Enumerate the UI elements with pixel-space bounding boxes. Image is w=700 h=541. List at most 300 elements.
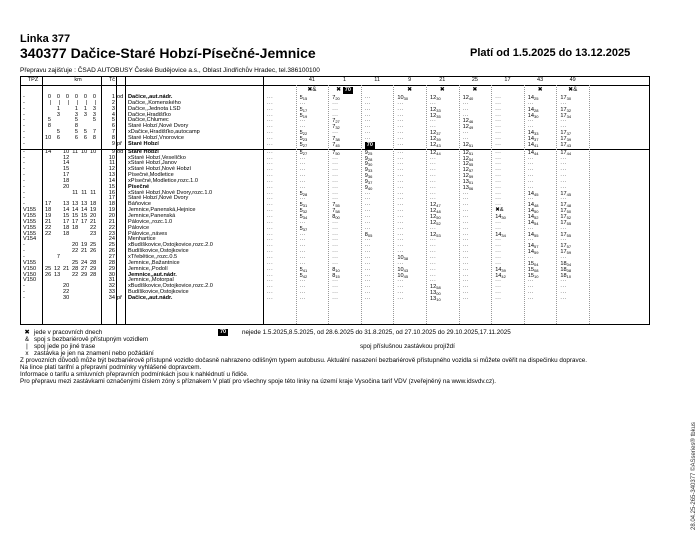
trip-symbol-text: ✖ [336, 87, 343, 93]
legend-text: jede v pracovních dnech [34, 329, 103, 336]
departure-time: 1459 [527, 249, 539, 256]
km-value: 13 [54, 271, 61, 278]
legend-text: spoj jede po jiné trase [34, 343, 96, 350]
departure-time: 522 [299, 130, 308, 137]
departure-time: ... [462, 224, 469, 231]
legend-symbol: & [24, 336, 30, 343]
departure-time: ... [495, 253, 502, 260]
line-label: Linka 377 [20, 33, 71, 45]
km-value: 28 [90, 259, 97, 266]
tpz-zone: - [23, 129, 25, 136]
legend-symbol: x [25, 350, 29, 357]
departure-time: 1230 [430, 95, 441, 101]
km-value: 28 [72, 265, 79, 272]
stop-index: 28 [108, 259, 115, 266]
departure-time: 1745 [560, 190, 572, 197]
departure-time: ... [397, 259, 404, 266]
km-value: 18 [45, 207, 52, 214]
departure-time: ... [430, 236, 437, 243]
km-value: 13 [81, 201, 88, 208]
km-value: 29 [90, 265, 97, 272]
trip-column-divider [491, 85, 492, 324]
departure-time: 1739 [560, 135, 572, 142]
departure-minutes: 30 [534, 113, 539, 119]
departure-time: 1508 [527, 266, 539, 273]
km-value: 14 [72, 207, 79, 214]
departure-time: 1744 [560, 149, 572, 156]
trip-column-divider [393, 85, 394, 324]
departure-time: 1251 [462, 141, 474, 148]
stop-index: 10 [108, 154, 115, 161]
departure-time: ... [299, 123, 306, 130]
departure-time: ... [397, 154, 404, 161]
km-value: 18 [72, 224, 79, 231]
departure-time: ... [462, 230, 469, 237]
departure-minutes: 33 [367, 168, 373, 174]
departure-time: 1448 [527, 202, 539, 209]
departure-time: ... [364, 259, 371, 266]
departure-minutes: 30 [566, 96, 572, 101]
stop-index: 18 [108, 201, 115, 208]
stop-index: 20 [108, 213, 115, 219]
departure-minutes: 48 [436, 209, 441, 215]
departure-time: ... [332, 289, 339, 296]
trip-column-divider [459, 85, 460, 324]
trip-symbol: ✖ [439, 87, 445, 93]
departure-time: 1510 [527, 272, 539, 279]
departure-time: ... [364, 271, 371, 278]
tpz-zone: - [23, 134, 25, 141]
departure-time: ... [560, 224, 567, 231]
departure-time: 1239 [430, 135, 441, 142]
km-value: 14 [81, 207, 88, 214]
departure-minutes: 52 [534, 215, 539, 220]
departure-time: 1251 [462, 149, 474, 156]
departure-minutes: 59 [534, 250, 539, 256]
km-value: 13 [72, 201, 79, 208]
departure-time: ... [560, 117, 567, 124]
tpz-zone: V155 [23, 213, 37, 219]
departure-time: ... [397, 183, 404, 190]
departure-time: ... [299, 183, 306, 190]
km-value: 20 [63, 183, 70, 190]
restriction-box-70: 70 [344, 87, 351, 93]
arrival-departure-flag: od [117, 148, 124, 155]
km-value: 15 [72, 213, 79, 219]
trip-symbol: ✖& [307, 87, 317, 93]
km-value: 25 [45, 265, 52, 272]
departure-time: ... [267, 172, 274, 179]
departure-time: ... [495, 218, 502, 225]
departure-time: ... [527, 294, 534, 301]
departure-time: ... [495, 242, 502, 249]
departure-time: ... [397, 224, 404, 231]
departure-time: ... [332, 248, 339, 255]
stop-index: 2 [111, 99, 115, 106]
stop-name: Dačice,Chlumec [128, 117, 169, 124]
km-value: 3 [92, 105, 96, 112]
km-value: 22 [72, 248, 79, 255]
km-value: 6 [56, 134, 60, 141]
departure-time: ... [462, 289, 469, 296]
departure-minutes: 10 [566, 273, 572, 279]
km-value: 1 [74, 105, 78, 112]
departure-time: ... [495, 166, 502, 173]
departure-minutes: 10 [335, 267, 340, 273]
km-value: 11 [72, 189, 78, 196]
departure-time: 1755 [560, 219, 572, 226]
departure-time: ... [462, 242, 469, 249]
tpz-zone: - [23, 195, 25, 202]
trip-symbol [328, 86, 361, 94]
departure-time: 528 [299, 190, 308, 197]
departure-minutes: 47 [436, 203, 441, 209]
departure-time: ... [430, 183, 437, 190]
departure-minutes: 32 [335, 125, 340, 131]
departure-time: ... [527, 172, 534, 179]
stop-index: 5 [111, 117, 115, 124]
departure-time: ... [332, 172, 339, 179]
departure-minutes: 52 [566, 215, 572, 220]
departure-minutes: 44 [534, 150, 539, 156]
departure-time: 1248 [430, 208, 441, 215]
departure-minutes: 48 [534, 203, 539, 209]
departure-time: 815 [332, 272, 340, 279]
legend-text: zastávka je jen na znamení nebo požádání [34, 350, 154, 357]
departure-time: ... [332, 99, 339, 106]
departure-time: 1434 [495, 231, 506, 238]
stop-index: 24 [108, 236, 115, 243]
departure-time: ... [299, 117, 306, 124]
departure-time: ... [267, 242, 274, 249]
km-value: 8 [92, 134, 96, 141]
legend-symbol: | [26, 343, 28, 350]
departure-time: ... [397, 148, 404, 155]
stop-name: Jemnice,Panenská,Hejnice [128, 207, 196, 214]
departure-time: ... [560, 253, 567, 260]
stop-index: 14 [108, 177, 115, 184]
departure-minutes: 58 [335, 209, 340, 215]
departure-minutes: 33 [436, 107, 441, 113]
trip-column-divider [556, 85, 557, 324]
km-value: 25 [72, 259, 79, 266]
departure-minutes: 55 [335, 203, 340, 209]
departure-time: 527 [299, 149, 308, 156]
departure-time: ... [364, 289, 371, 296]
departure-minutes: 01 [468, 179, 474, 185]
departure-minutes: 50 [436, 215, 441, 220]
km-value: 20 [63, 283, 70, 290]
departure-time: 1030 [397, 95, 409, 101]
stop-index: 31 [108, 277, 115, 284]
tpz-zone: V155 [23, 230, 37, 237]
departure-time: 531 [299, 202, 308, 209]
departure-time: ... [397, 140, 404, 147]
departure-time: ... [527, 117, 534, 124]
departure-time: ... [462, 283, 469, 290]
km-value: | [58, 99, 60, 106]
departure-time: 758 [332, 208, 340, 215]
trip-number: 1 [342, 77, 347, 83]
departure-time: ... [430, 160, 437, 167]
departure-time: 1444 [527, 149, 539, 156]
km-value: 7 [92, 129, 96, 136]
km-value: 20 [90, 213, 97, 219]
legend-item [20, 336, 660, 343]
km-value: 8 [47, 123, 51, 130]
departure-time: 937 [364, 178, 373, 185]
departure-time: ... [397, 283, 404, 290]
departure-time: ... [267, 189, 274, 196]
km-value: 10 [63, 148, 70, 155]
stop-name: Jemnice,,aut.nádr. [128, 271, 177, 278]
departure-minutes: 25 [367, 150, 373, 156]
stop-index: 12 [108, 166, 115, 173]
departure-time: ... [299, 172, 306, 179]
departure-time: ... [495, 277, 502, 284]
departure-minutes: 39 [501, 267, 506, 273]
departure-time: 925 [364, 149, 373, 156]
departure-time: ... [299, 166, 306, 173]
departure-minutes: 59 [566, 250, 572, 256]
stop-index: 6 [111, 123, 115, 130]
departure-time: 542 [299, 272, 308, 279]
departure-minutes: 00 [436, 291, 441, 297]
departure-time: ... [332, 189, 339, 196]
departure-time: ... [332, 242, 339, 249]
departure-time: 936 [364, 173, 373, 180]
km-value: 3 [74, 111, 78, 118]
column-divider [101, 77, 102, 324]
tpz-zone: - [23, 242, 25, 249]
stop-name: Staré Hobzí,Nové Dvory [128, 195, 189, 202]
departure-time: ... [364, 201, 371, 208]
departure-time: ... [495, 289, 502, 296]
departure-time: ... [462, 129, 469, 136]
departure-time: ... [462, 99, 469, 106]
stop-index: 16 [108, 189, 115, 196]
departure-minutes: 19 [302, 113, 308, 119]
stop-index: 11 [109, 160, 115, 167]
departure-minutes: 39 [436, 136, 441, 142]
departure-time: ... [560, 277, 567, 284]
tpz-zone: - [23, 148, 25, 155]
departure-minutes: 57 [534, 244, 539, 250]
departure-time: ... [332, 105, 339, 112]
km-value: 10 [81, 148, 88, 155]
km-value: | [49, 99, 51, 106]
stop-name: xBudíškovice,Ostojkovice,rozc.2.0 [128, 242, 213, 249]
departure-minutes: 59 [468, 174, 474, 180]
departure-time: 1240 [462, 95, 474, 101]
column-header-2: Tč [108, 77, 116, 83]
column-header-0: TPZ [27, 77, 39, 83]
tpz-zone: - [23, 177, 25, 184]
departure-minutes: 15 [335, 273, 340, 279]
departure-time: 1045 [397, 272, 409, 279]
km-value: 21 [45, 218, 52, 225]
stop-index: 27 [108, 253, 115, 260]
km-value: 17 [45, 201, 52, 208]
departure-time: 1437 [527, 135, 539, 142]
departure-time: ... [267, 218, 274, 225]
tpz-zone: - [23, 283, 25, 290]
stop-index: 29 [108, 265, 115, 272]
departure-time: ... [430, 154, 437, 161]
legend-item [20, 343, 660, 350]
operator-text: Přepravu zajišťuje : ČSAD AUTOBUSY České Budějovice a.s., Oblast Jindřichův Hradec, tel.386100100 [20, 67, 320, 74]
departure-time: 541 [299, 266, 308, 273]
tpz-zone: V150 [23, 277, 37, 284]
departure-minutes: 49 [468, 125, 474, 131]
departure-minutes: 35 [436, 113, 441, 119]
stop-name: Staré Hobzí [128, 148, 159, 155]
km-value: 5 [92, 117, 96, 124]
departure-minutes: 42 [302, 273, 308, 279]
column-header-1: km [74, 77, 82, 83]
departure-time: 1752 [560, 214, 572, 220]
km-value: 21 [81, 248, 88, 255]
departure-time: 1730 [560, 95, 572, 101]
departure-minutes: 48 [566, 203, 572, 209]
departure-time: ... [495, 123, 502, 130]
arrival-departure-flag: př [117, 294, 122, 301]
departure-time: 1750 [560, 208, 572, 215]
departure-time: ... [397, 123, 404, 130]
km-value: 21 [90, 218, 97, 225]
departure-minutes: 25 [534, 96, 539, 101]
departure-minutes: 42 [501, 273, 506, 279]
print-stamp-text: 28.04.25-265-340377 ©ASseries® tbkus [691, 422, 697, 530]
stop-index: 8 [111, 134, 115, 141]
departure-time: ... [527, 289, 534, 296]
departure-time: ... [527, 253, 534, 260]
departure-time: ... [527, 99, 534, 106]
km-value: 0 [65, 94, 69, 100]
departure-time: 532 [299, 208, 308, 215]
departure-time: ... [495, 154, 502, 161]
km-value: 12 [54, 265, 61, 272]
departure-time: ... [267, 289, 274, 296]
departure-minutes: 08 [534, 267, 539, 273]
restriction-note: nejede 1.5.2025,8.5.2025, od 28.6.2025 do 31.8.2025, od 27.10.2025 do 29.10.2025,17.11.2025 [242, 329, 511, 336]
departure-time: ... [495, 117, 502, 124]
km-value: 3 [83, 111, 87, 118]
km-value: 22 [72, 271, 79, 278]
tpz-zone: - [23, 248, 25, 255]
departure-time: ... [397, 134, 404, 141]
departure-time: 1254 [462, 155, 474, 162]
km-value: 15 [81, 213, 88, 219]
departure-minutes: 06 [468, 185, 474, 191]
stop-name: Dačice,,aut.nádr. [128, 294, 173, 301]
departure-minutes: 41 [534, 142, 539, 148]
departure-time: 1255 [462, 161, 474, 168]
departure-time: ... [527, 166, 534, 173]
departure-time: ... [462, 294, 469, 301]
tpz-zone: - [23, 166, 25, 173]
departure-time: ... [267, 154, 274, 161]
departure-time: ... [267, 148, 274, 155]
departure-minutes: 30 [403, 96, 409, 101]
departure-minutes: 37 [534, 136, 539, 142]
departure-time: 1457 [527, 243, 539, 250]
departure-time: 1804 [560, 260, 572, 267]
departure-time: ... [462, 253, 469, 260]
trip-symbol: ✖& [568, 87, 578, 93]
departure-minutes: 45 [335, 142, 340, 148]
departure-time: ... [462, 201, 469, 208]
departure-minutes: 28 [367, 156, 373, 162]
departure-minutes: 51 [468, 150, 474, 156]
departure-time: 1743 [560, 141, 572, 148]
departure-time: ... [430, 117, 437, 124]
km-value: 1 [83, 105, 87, 112]
departure-time: ... [527, 277, 534, 284]
km-value: 24 [81, 259, 88, 266]
departure-time: ... [267, 123, 274, 130]
departure-minutes: 17 [302, 107, 308, 113]
stop-name: Báňovice [128, 201, 152, 208]
km-value: 26 [90, 248, 97, 255]
km-value: 20 [72, 242, 79, 249]
departure-time: ... [299, 248, 306, 255]
tpz-zone: - [23, 94, 25, 100]
departure-time: 1300 [430, 290, 441, 297]
km-value: 19 [90, 207, 97, 214]
departure-time: ... [397, 177, 404, 184]
departure-time: ... [364, 189, 371, 196]
departure-time: ... [267, 224, 274, 231]
departure-minutes: 37 [367, 179, 373, 185]
tpz-zone: V154 [23, 236, 37, 243]
departure-time: ... [495, 189, 502, 196]
departure-minutes: 55 [566, 232, 572, 238]
departure-minutes: 40 [367, 185, 373, 191]
departure-time: ... [332, 218, 339, 225]
departure-time: 527 [299, 141, 308, 148]
km-value: | [85, 99, 87, 106]
departure-time: 720 [332, 95, 340, 101]
pass-through-note: spoj příslušnou zastávkou projíždí [360, 343, 455, 350]
departure-time: ... [332, 236, 339, 243]
tpz-zone: - [23, 140, 25, 147]
km-value: 29 [81, 271, 88, 278]
departure-time: ... [364, 129, 371, 136]
departure-minutes: 46 [468, 119, 474, 125]
departure-time: ... [462, 271, 469, 278]
departure-time: ... [560, 289, 567, 296]
departure-time: ... [364, 213, 371, 219]
departure-time: ... [462, 189, 469, 196]
departure-minutes: 00 [335, 215, 340, 220]
departure-time: ... [267, 160, 274, 167]
departure-time: ... [364, 294, 371, 301]
trip-symbol: ✖ [537, 87, 543, 93]
tpz-zone: - [23, 201, 25, 208]
departure-time: 732 [332, 124, 340, 131]
km-value: 27 [81, 265, 88, 272]
restriction-box-70: 70 [220, 329, 227, 335]
departure-time: ... [430, 177, 437, 184]
departure-time: ... [267, 265, 274, 272]
km-value: | [67, 99, 69, 106]
departure-time: ... [364, 207, 371, 214]
departure-minutes: 33 [534, 131, 539, 137]
trip-column-divider [524, 85, 525, 324]
stop-name: xStaré Hobzí,Veselíčko [128, 154, 186, 161]
tpz-zone: - [23, 105, 25, 112]
